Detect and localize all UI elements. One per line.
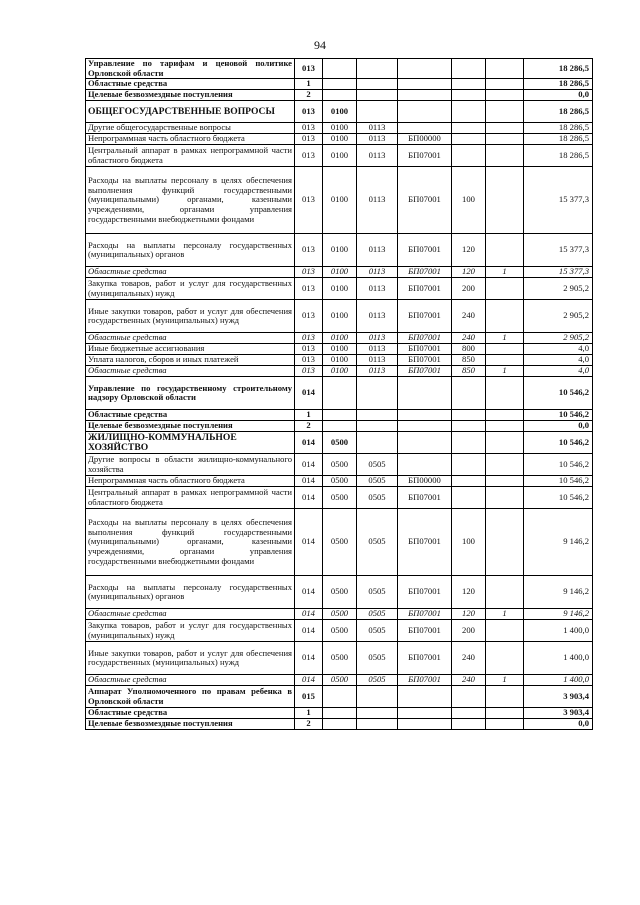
grbs-code-cell: 014 xyxy=(295,476,323,487)
amount-cell: 9 146,2 xyxy=(524,576,593,609)
target-article-cell: БП07001 xyxy=(398,234,452,267)
subsection-code-cell xyxy=(357,708,398,719)
funding-source-cell xyxy=(486,454,524,476)
funding-source-cell: 1 xyxy=(486,675,524,686)
row-name-cell: Управление по государственному строительному надзору Орловской области xyxy=(86,377,295,410)
table-row xyxy=(86,675,593,686)
funding-source-cell xyxy=(486,377,524,410)
subsection-code-cell: 0113 xyxy=(357,123,398,134)
grbs-code-cell: 013 xyxy=(295,344,323,355)
target-article-cell xyxy=(398,101,452,123)
row-name-cell: Центральный аппарат в рамках непрограммной части областного бюджета xyxy=(86,487,295,509)
table-row xyxy=(86,377,593,410)
table-row xyxy=(86,134,593,145)
funding-source-cell xyxy=(486,278,524,300)
funding-source-cell xyxy=(486,686,524,708)
subsection-code-cell: 0113 xyxy=(357,234,398,267)
subsection-code-cell: 0505 xyxy=(357,620,398,642)
expense-type-cell: 100 xyxy=(452,509,486,576)
subsection-code-cell: 0113 xyxy=(357,333,398,344)
row-name-cell: Областные средства xyxy=(86,609,295,620)
section-code-cell: 0100 xyxy=(323,333,357,344)
funding-source-cell: 1 xyxy=(486,267,524,278)
amount-cell: 4,0 xyxy=(524,344,593,355)
table-row xyxy=(86,609,593,620)
row-name-cell: Целевые безвозмездные поступления xyxy=(86,90,295,101)
funding-source-cell: 1 xyxy=(486,333,524,344)
expense-type-cell: 100 xyxy=(452,167,486,234)
funding-source-cell xyxy=(486,487,524,509)
funding-source-cell xyxy=(486,134,524,145)
funding-source-cell xyxy=(486,432,524,454)
amount-cell: 18 286,5 xyxy=(524,101,593,123)
grbs-code-cell: 014 xyxy=(295,377,323,410)
section-code-cell xyxy=(323,686,357,708)
funding-source-cell xyxy=(486,300,524,333)
section-code-cell: 0100 xyxy=(323,267,357,278)
section-code-cell xyxy=(323,421,357,432)
expense-type-cell xyxy=(452,708,486,719)
table-row xyxy=(86,101,593,123)
grbs-code-cell: 013 xyxy=(295,134,323,145)
subsection-code-cell: 0113 xyxy=(357,134,398,145)
amount-cell: 15 377,3 xyxy=(524,267,593,278)
grbs-code-cell: 013 xyxy=(295,355,323,366)
subsection-code-cell: 0505 xyxy=(357,487,398,509)
target-article-cell: БП00000 xyxy=(398,476,452,487)
grbs-code-cell: 014 xyxy=(295,642,323,675)
table-row xyxy=(86,59,593,79)
funding-source-cell xyxy=(486,576,524,609)
row-name-cell: Другие общегосударственные вопросы xyxy=(86,123,295,134)
subsection-code-cell: 0113 xyxy=(357,366,398,377)
target-article-cell: БП07001 xyxy=(398,509,452,576)
expense-type-cell xyxy=(452,719,486,730)
amount-cell: 0,0 xyxy=(524,719,593,730)
target-article-cell xyxy=(398,410,452,421)
section-code-cell: 0100 xyxy=(323,344,357,355)
target-article-cell: БП07001 xyxy=(398,300,452,333)
section-code-cell: 0500 xyxy=(323,675,357,686)
row-name-cell: Расходы на выплаты персоналу в целях обеспечения выполнения функций государственными (муниципальными) органами, казенными учреждениями, органами управления государственными внебюджетными фондами xyxy=(86,167,295,234)
subsection-code-cell: 0113 xyxy=(357,344,398,355)
funding-source-cell xyxy=(486,708,524,719)
target-article-cell: БП07001 xyxy=(398,609,452,620)
row-name-cell: Уплата налогов, сборов и иных платежей xyxy=(86,355,295,366)
subsection-code-cell: 0505 xyxy=(357,642,398,675)
subsection-code-cell xyxy=(357,377,398,410)
subsection-code-cell xyxy=(357,101,398,123)
target-article-cell: БП07001 xyxy=(398,167,452,234)
subsection-code-cell xyxy=(357,421,398,432)
section-code-cell xyxy=(323,708,357,719)
table-row xyxy=(86,686,593,708)
row-name-cell: Целевые безвозмездные поступления xyxy=(86,421,295,432)
subsection-code-cell xyxy=(357,90,398,101)
expense-type-cell xyxy=(452,145,486,167)
table-row xyxy=(86,410,593,421)
amount-cell: 4,0 xyxy=(524,366,593,377)
amount-cell: 10 546,2 xyxy=(524,487,593,509)
section-code-cell: 0500 xyxy=(323,642,357,675)
grbs-code-cell: 2 xyxy=(295,421,323,432)
funding-source-cell: 1 xyxy=(486,366,524,377)
expense-type-cell: 850 xyxy=(452,366,486,377)
section-code-cell: 0100 xyxy=(323,278,357,300)
subsection-code-cell: 0113 xyxy=(357,300,398,333)
target-article-cell xyxy=(398,686,452,708)
expense-type-cell: 240 xyxy=(452,333,486,344)
section-code-cell: 0500 xyxy=(323,609,357,620)
section-code-cell xyxy=(323,79,357,90)
grbs-code-cell: 013 xyxy=(295,278,323,300)
amount-cell: 18 286,5 xyxy=(524,145,593,167)
table-row xyxy=(86,145,593,167)
target-article-cell: БП07001 xyxy=(398,145,452,167)
row-name-cell: Иные закупки товаров, работ и услуг для обеспечения государственных (муниципальных) нужд xyxy=(86,642,295,675)
section-code-cell: 0500 xyxy=(323,620,357,642)
target-article-cell: БП00000 xyxy=(398,134,452,145)
expense-type-cell: 200 xyxy=(452,620,486,642)
subsection-code-cell: 0505 xyxy=(357,609,398,620)
table-row xyxy=(86,432,593,454)
row-name-cell: Областные средства xyxy=(86,267,295,278)
section-code-cell: 0100 xyxy=(323,123,357,134)
funding-source-cell xyxy=(486,421,524,432)
target-article-cell: БП07001 xyxy=(398,487,452,509)
amount-cell: 10 546,2 xyxy=(524,454,593,476)
expense-type-cell: 120 xyxy=(452,609,486,620)
row-name-cell: Управление по тарифам и ценовой политике Орловской области xyxy=(86,59,295,79)
expense-type-cell: 240 xyxy=(452,642,486,675)
row-name-cell: Областные средства xyxy=(86,410,295,421)
funding-source-cell xyxy=(486,719,524,730)
grbs-code-cell: 014 xyxy=(295,620,323,642)
section-code-cell xyxy=(323,410,357,421)
expense-type-cell xyxy=(452,421,486,432)
expense-type-cell: 240 xyxy=(452,675,486,686)
funding-source-cell xyxy=(486,145,524,167)
row-name-cell: Целевые безвозмездные поступления xyxy=(86,719,295,730)
funding-source-cell xyxy=(486,101,524,123)
expense-type-cell: 800 xyxy=(452,344,486,355)
grbs-code-cell: 014 xyxy=(295,454,323,476)
amount-cell: 0,0 xyxy=(524,90,593,101)
table-row xyxy=(86,90,593,101)
amount-cell: 10 546,2 xyxy=(524,377,593,410)
expense-type-cell xyxy=(452,410,486,421)
funding-source-cell xyxy=(486,355,524,366)
amount-cell: 1 400,0 xyxy=(524,620,593,642)
expense-type-cell: 120 xyxy=(452,576,486,609)
target-article-cell: БП07001 xyxy=(398,267,452,278)
grbs-code-cell: 2 xyxy=(295,90,323,101)
subsection-code-cell: 0113 xyxy=(357,267,398,278)
expense-type-cell xyxy=(452,487,486,509)
amount-cell: 18 286,5 xyxy=(524,123,593,134)
grbs-code-cell: 1 xyxy=(295,708,323,719)
grbs-code-cell: 014 xyxy=(295,609,323,620)
row-name-cell: Областные средства xyxy=(86,708,295,719)
funding-source-cell: 1 xyxy=(486,609,524,620)
table-row xyxy=(86,278,593,300)
row-name-cell: Областные средства xyxy=(86,675,295,686)
grbs-code-cell: 2 xyxy=(295,719,323,730)
section-code-cell: 0500 xyxy=(323,576,357,609)
expense-type-cell xyxy=(452,134,486,145)
target-article-cell xyxy=(398,708,452,719)
subsection-code-cell: 0113 xyxy=(357,278,398,300)
amount-cell: 18 286,5 xyxy=(524,79,593,90)
table-row xyxy=(86,300,593,333)
target-article-cell xyxy=(398,421,452,432)
subsection-code-cell: 0505 xyxy=(357,509,398,576)
grbs-code-cell: 014 xyxy=(295,432,323,454)
table-row xyxy=(86,476,593,487)
funding-source-cell xyxy=(486,476,524,487)
funding-source-cell xyxy=(486,344,524,355)
amount-cell: 2 905,2 xyxy=(524,333,593,344)
section-code-cell: 0100 xyxy=(323,355,357,366)
grbs-code-cell: 013 xyxy=(295,123,323,134)
target-article-cell: БП07001 xyxy=(398,344,452,355)
grbs-code-cell: 1 xyxy=(295,79,323,90)
section-code-cell: 0500 xyxy=(323,454,357,476)
table-row xyxy=(86,267,593,278)
expense-type-cell xyxy=(452,377,486,410)
grbs-code-cell: 014 xyxy=(295,576,323,609)
expense-type-cell: 240 xyxy=(452,300,486,333)
table-row xyxy=(86,454,593,476)
section-code-cell: 0500 xyxy=(323,509,357,576)
target-article-cell: БП07001 xyxy=(398,366,452,377)
amount-cell: 2 905,2 xyxy=(524,278,593,300)
row-name-cell: Областные средства xyxy=(86,366,295,377)
amount-cell: 9 146,2 xyxy=(524,509,593,576)
table-row xyxy=(86,421,593,432)
section-code-cell xyxy=(323,377,357,410)
target-article-cell xyxy=(398,454,452,476)
target-article-cell: БП07001 xyxy=(398,620,452,642)
target-article-cell: БП07001 xyxy=(398,333,452,344)
grbs-code-cell: 013 xyxy=(295,59,323,79)
row-name-cell: ЖИЛИЩНО-КОММУНАЛЬНОЕ ХОЗЯЙСТВО xyxy=(86,432,295,454)
row-name-cell: Закупка товаров, работ и услуг для государственных (муниципальных) нужд xyxy=(86,278,295,300)
subsection-code-cell xyxy=(357,79,398,90)
expense-type-cell: 120 xyxy=(452,267,486,278)
grbs-code-cell: 013 xyxy=(295,101,323,123)
subsection-code-cell xyxy=(357,410,398,421)
target-article-cell xyxy=(398,79,452,90)
amount-cell: 10 546,2 xyxy=(524,410,593,421)
budget-table xyxy=(85,58,593,730)
table-row xyxy=(86,509,593,576)
expense-type-cell: 200 xyxy=(452,278,486,300)
section-code-cell: 0100 xyxy=(323,145,357,167)
grbs-code-cell: 014 xyxy=(295,675,323,686)
section-code-cell: 0100 xyxy=(323,300,357,333)
target-article-cell xyxy=(398,90,452,101)
target-article-cell: БП07001 xyxy=(398,355,452,366)
target-article-cell: БП07001 xyxy=(398,642,452,675)
subsection-code-cell xyxy=(357,59,398,79)
subsection-code-cell: 0505 xyxy=(357,476,398,487)
subsection-code-cell: 0113 xyxy=(357,167,398,234)
row-name-cell: Расходы на выплаты персоналу государственных (муниципальных) органов xyxy=(86,234,295,267)
grbs-code-cell: 013 xyxy=(295,234,323,267)
table-row xyxy=(86,333,593,344)
row-name-cell: Расходы на выплаты персоналу государственных (муниципальных) органов xyxy=(86,576,295,609)
target-article-cell xyxy=(398,432,452,454)
amount-cell: 4,0 xyxy=(524,355,593,366)
funding-source-cell xyxy=(486,90,524,101)
grbs-code-cell: 013 xyxy=(295,167,323,234)
subsection-code-cell: 0113 xyxy=(357,355,398,366)
grbs-code-cell: 014 xyxy=(295,509,323,576)
target-article-cell xyxy=(398,59,452,79)
subsection-code-cell: 0505 xyxy=(357,675,398,686)
target-article-cell: БП07001 xyxy=(398,675,452,686)
table-row xyxy=(86,719,593,730)
page-number: 94 xyxy=(314,38,326,52)
table-row xyxy=(86,366,593,377)
funding-source-cell xyxy=(486,509,524,576)
grbs-code-cell: 013 xyxy=(295,333,323,344)
table-row xyxy=(86,234,593,267)
section-code-cell: 0100 xyxy=(323,134,357,145)
table-row xyxy=(86,167,593,234)
section-code-cell: 0500 xyxy=(323,487,357,509)
table-row xyxy=(86,576,593,609)
funding-source-cell xyxy=(486,234,524,267)
expense-type-cell xyxy=(452,686,486,708)
row-name-cell: Центральный аппарат в рамках непрограммной части областного бюджета xyxy=(86,145,295,167)
row-name-cell: Областные средства xyxy=(86,79,295,90)
grbs-code-cell: 015 xyxy=(295,686,323,708)
subsection-code-cell: 0505 xyxy=(357,454,398,476)
amount-cell: 1 400,0 xyxy=(524,642,593,675)
expense-type-cell: 120 xyxy=(452,234,486,267)
row-name-cell: Аппарат Уполномоченного по правам ребенка в Орловской области xyxy=(86,686,295,708)
expense-type-cell xyxy=(452,79,486,90)
amount-cell: 0,0 xyxy=(524,421,593,432)
target-article-cell xyxy=(398,123,452,134)
section-code-cell: 0500 xyxy=(323,432,357,454)
table-row xyxy=(86,344,593,355)
grbs-code-cell: 013 xyxy=(295,366,323,377)
table-row xyxy=(86,708,593,719)
funding-source-cell xyxy=(486,59,524,79)
section-code-cell: 0100 xyxy=(323,167,357,234)
row-name-cell: Областные средства xyxy=(86,333,295,344)
row-name-cell: Другие вопросы в области жилищно-коммунального хозяйства xyxy=(86,454,295,476)
amount-cell: 3 903,4 xyxy=(524,708,593,719)
amount-cell: 10 546,2 xyxy=(524,476,593,487)
grbs-code-cell: 1 xyxy=(295,410,323,421)
section-code-cell xyxy=(323,719,357,730)
row-name-cell: Расходы на выплаты персоналу в целях обеспечения выполнения функций государственными (муниципальными) органами, казенными учреждениями, органами управления государственными внебюджетными фондами xyxy=(86,509,295,576)
grbs-code-cell: 013 xyxy=(295,300,323,333)
section-code-cell: 0100 xyxy=(323,366,357,377)
target-article-cell: БП07001 xyxy=(398,278,452,300)
expense-type-cell xyxy=(452,101,486,123)
funding-source-cell xyxy=(486,79,524,90)
funding-source-cell xyxy=(486,123,524,134)
table-row xyxy=(86,79,593,90)
row-name-cell: Непрограммная часть областного бюджета xyxy=(86,476,295,487)
expense-type-cell xyxy=(452,454,486,476)
amount-cell: 2 905,2 xyxy=(524,300,593,333)
subsection-code-cell xyxy=(357,719,398,730)
section-code-cell: 0500 xyxy=(323,476,357,487)
expense-type-cell xyxy=(452,59,486,79)
funding-source-cell xyxy=(486,167,524,234)
amount-cell: 3 903,4 xyxy=(524,686,593,708)
expense-type-cell xyxy=(452,476,486,487)
expense-type-cell: 850 xyxy=(452,355,486,366)
expense-type-cell xyxy=(452,432,486,454)
grbs-code-cell: 013 xyxy=(295,267,323,278)
table-row xyxy=(86,620,593,642)
section-code-cell: 0100 xyxy=(323,234,357,267)
subsection-code-cell xyxy=(357,686,398,708)
table-row xyxy=(86,487,593,509)
subsection-code-cell: 0113 xyxy=(357,145,398,167)
row-name-cell: Иные бюджетные ассигнования xyxy=(86,344,295,355)
target-article-cell xyxy=(398,719,452,730)
amount-cell: 18 286,5 xyxy=(524,134,593,145)
amount-cell: 18 286,5 xyxy=(524,59,593,79)
amount-cell: 10 546,2 xyxy=(524,432,593,454)
grbs-code-cell: 014 xyxy=(295,487,323,509)
target-article-cell xyxy=(398,377,452,410)
expense-type-cell xyxy=(452,123,486,134)
funding-source-cell xyxy=(486,642,524,675)
table-row xyxy=(86,642,593,675)
row-name-cell: Иные закупки товаров, работ и услуг для обеспечения государственных (муниципальных) нужд xyxy=(86,300,295,333)
subsection-code-cell xyxy=(357,432,398,454)
amount-cell: 1 400,0 xyxy=(524,675,593,686)
amount-cell: 15 377,3 xyxy=(524,167,593,234)
target-article-cell: БП07001 xyxy=(398,576,452,609)
amount-cell: 15 377,3 xyxy=(524,234,593,267)
section-code-cell xyxy=(323,90,357,101)
row-name-cell: Непрограммная часть областного бюджета xyxy=(86,134,295,145)
funding-source-cell xyxy=(486,410,524,421)
row-name-cell: Закупка товаров, работ и услуг для государственных (муниципальных) нужд xyxy=(86,620,295,642)
row-name-cell: ОБЩЕГОСУДАРСТВЕННЫЕ ВОПРОСЫ xyxy=(86,101,295,123)
table-row xyxy=(86,355,593,366)
funding-source-cell xyxy=(486,620,524,642)
table-row xyxy=(86,123,593,134)
section-code-cell: 0100 xyxy=(323,101,357,123)
amount-cell: 9 146,2 xyxy=(524,609,593,620)
expense-type-cell xyxy=(452,90,486,101)
section-code-cell xyxy=(323,59,357,79)
subsection-code-cell: 0505 xyxy=(357,576,398,609)
grbs-code-cell: 013 xyxy=(295,145,323,167)
